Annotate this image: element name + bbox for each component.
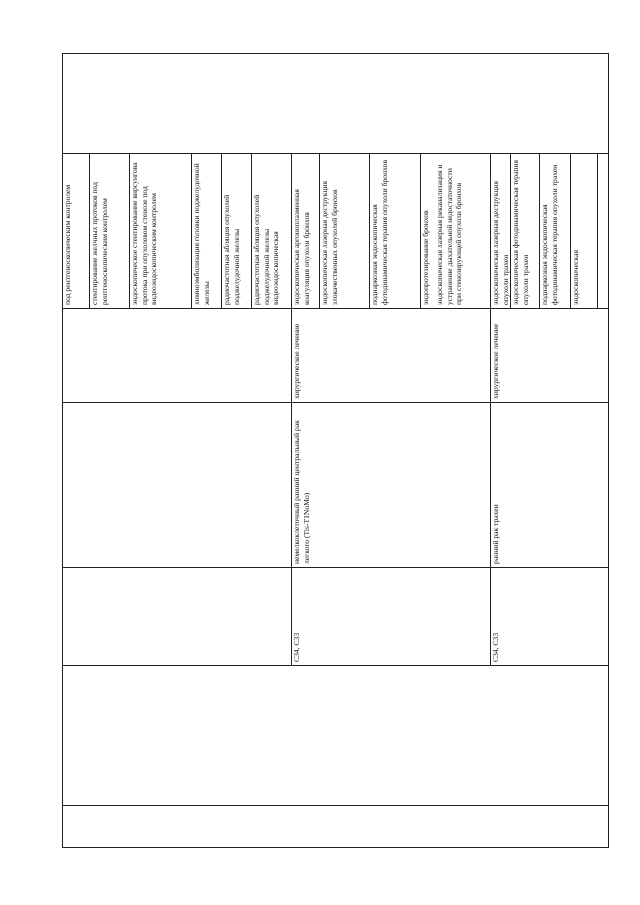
column-number	[62, 806, 608, 848]
diagnosis-description: немелкоклеточный ранний центральный рак легкого (Tis-T1NoMo)	[292, 420, 311, 564]
procedure-item: эндоскопическая лазерная деструкция опухоли трахеи	[491, 180, 510, 305]
column-tariff	[62, 53, 608, 154]
table-border-bottom	[608, 53, 609, 848]
procedure-item: под рентгеноскопическим контролем	[63, 184, 72, 305]
procedure-item: эндоскопическая лазерная деструкция злокачественных опухолей бронхов	[320, 180, 339, 305]
diagnosis-codes: C34, C33	[292, 632, 301, 662]
procedure-item: поднаркозная эндоскопическая фотодинамическая терапия опухоли бронхов	[370, 159, 389, 305]
treatment-type: хирургическое лечение	[292, 323, 301, 399]
procedure-item: эндопротезирование бронхов	[421, 210, 430, 305]
procedure-item: эндоскопическая лазерная реканализация и устранение дыхательной недостаточности при стенозирующей опухоли бронхов	[435, 164, 463, 305]
procedure-item: стентирование желчных протоков под рентгеноскопическим контролем	[90, 181, 109, 305]
procedure-item: эндоскопическое стентирование вирсунгова протока при опухолевом стенозе под видеоэндоскопическим контролем	[130, 162, 158, 305]
rotated-table	[62, 53, 608, 848]
column-group	[62, 666, 608, 806]
treatment-type: хирургическое лечение	[491, 323, 500, 399]
procedure-item: поднаркозная эндоскопическая фотодинамическая терапия опухоли трахеи	[540, 164, 559, 305]
procedure-item: химиоэмболизация головки поджелудочной железы	[192, 163, 211, 305]
proc-sep	[597, 154, 598, 309]
diagnosis-description: ранний рак трахеи	[491, 504, 500, 564]
procedure-item: радиочастотная абляция опухолей поджелудочной железы видеоэндоскопическая	[252, 194, 280, 305]
procedure-item: эндоскопическая аргоноплазменная коагуляция опухоли бронхов	[292, 189, 311, 305]
procedure-item: эндоскопическая	[571, 250, 580, 305]
procedure-item: радиочастотная абляция опухолей поджелудочной железы	[222, 194, 241, 305]
diagnosis-codes: C34, C33	[491, 632, 500, 662]
procedure-item: эндоскопическая фотодинамическая терапия опухоли трахеи	[511, 160, 530, 305]
